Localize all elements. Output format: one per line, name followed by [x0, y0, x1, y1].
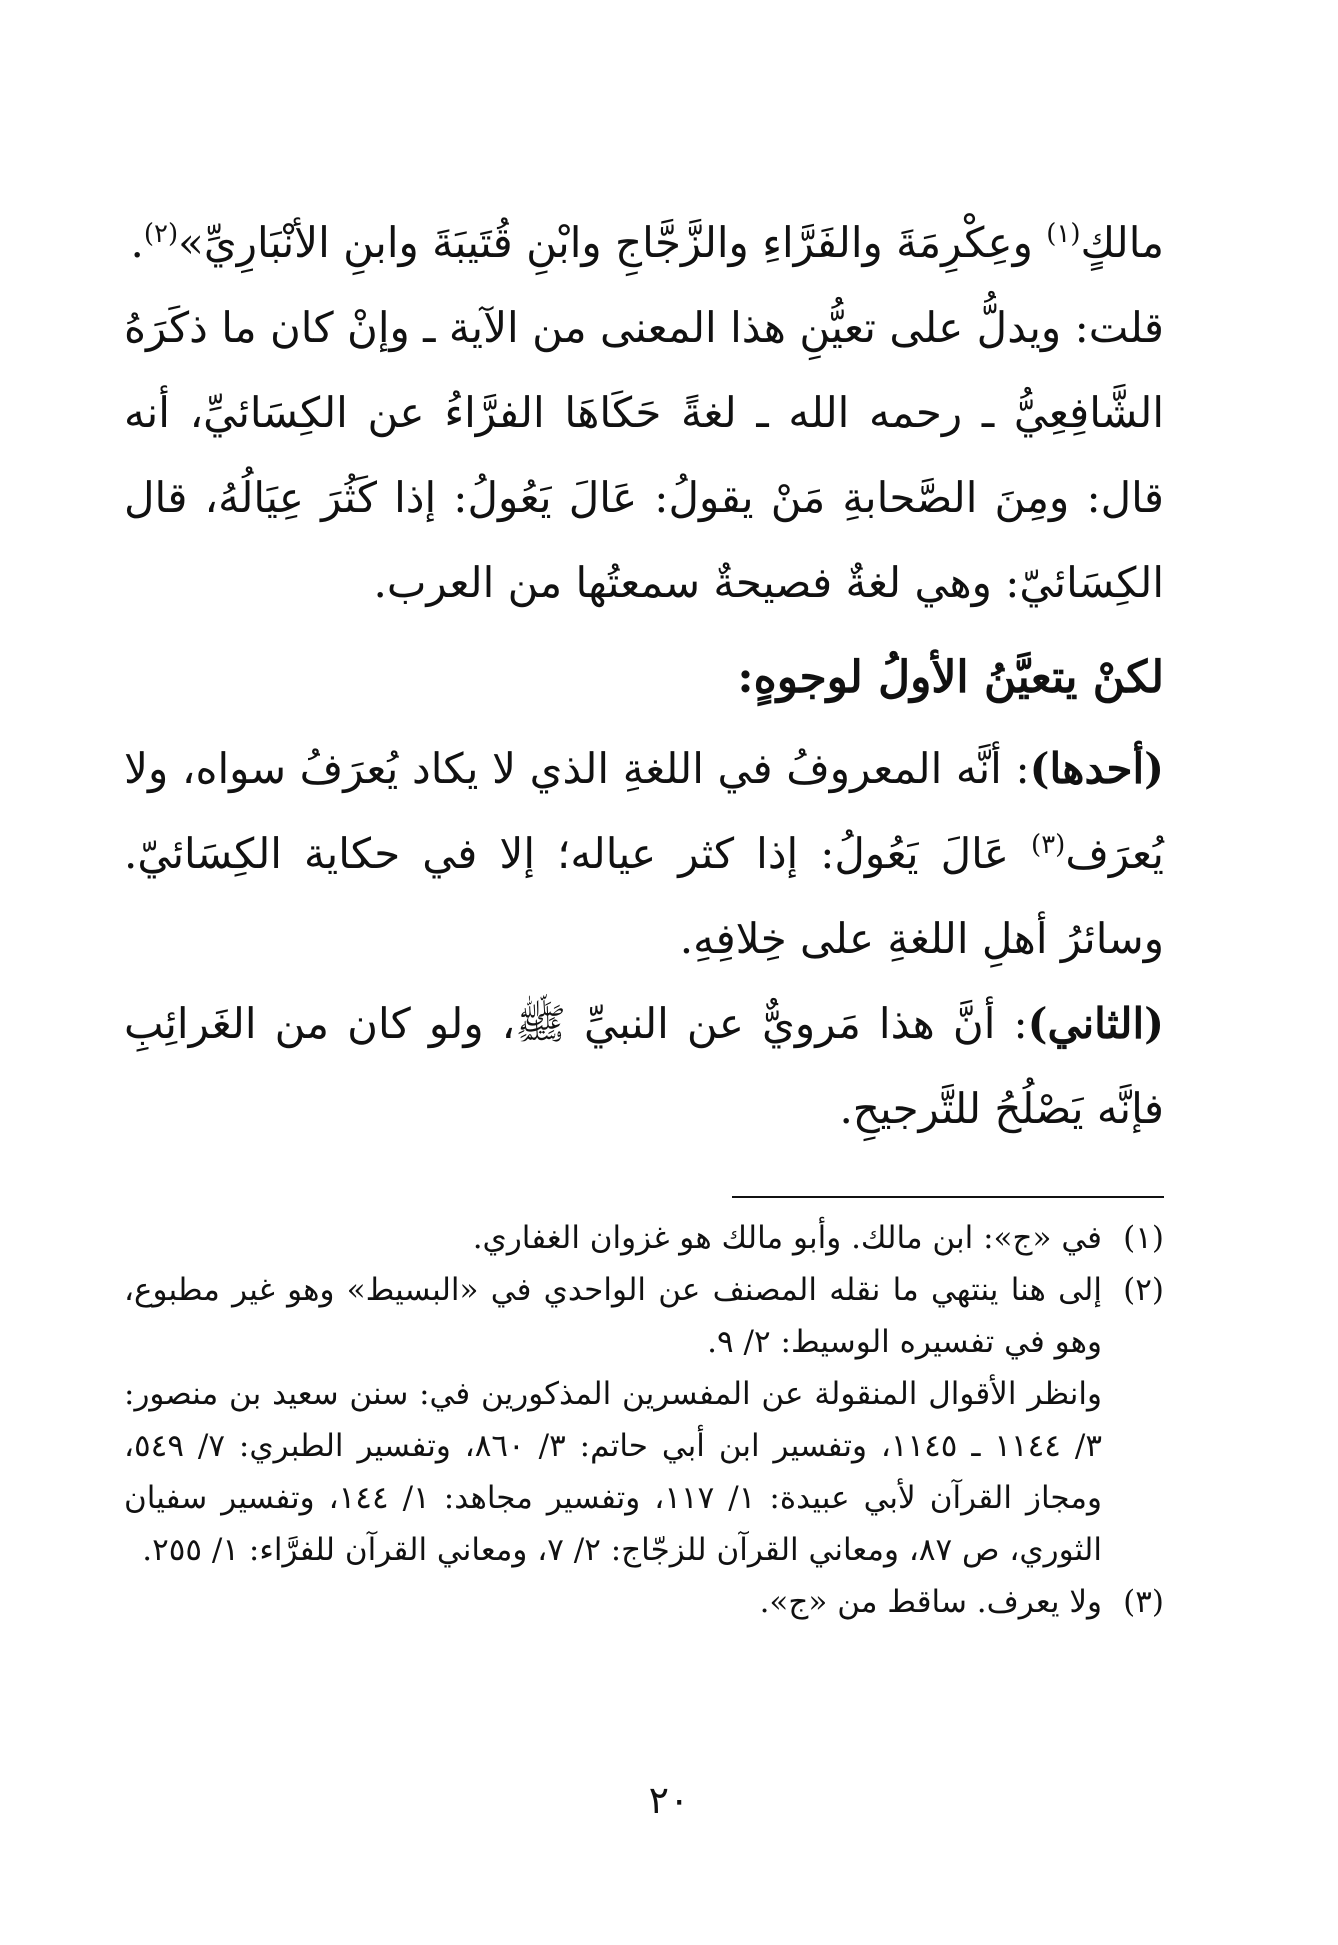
p3-text-b: عَالَ يَعُولُ: إذا كثر عياله؛ إلا في حكاية الكِسَائيّ. وسائرُ أهلِ اللغةِ على خِلافِهِ. — [124, 829, 1164, 963]
p3-text-a: : أنَّه المعروفُ في اللغةِ الذي لا يكاد يُعرَفُ سواه، ولا يُعرَف — [124, 744, 1164, 878]
p1-start: مالكٍ — [1080, 218, 1164, 267]
footnote-divider — [732, 1196, 1164, 1198]
footnote-2-text: إلى هنا ينتهي ما نقله المصنف عن الواحدي في «البسيط» وهو غير مطبوع، وهو في تفسيره الوسيط: ٢/ ٩. — [124, 1272, 1102, 1360]
paragraph-3 — [124, 726, 1164, 981]
footnote-2 — [124, 1264, 1164, 1368]
footnote-2-continuation: وانظر الأقوال المنقولة عن المفسرين المذكورين في: سنن سعيد بن منصور: ٣/ ١١٤٤ ـ ١١٤٥، وتفسير ابن أبي حاتم: ٣/ ٨٦٠، وتفسير الطبري: ٧/ ٥٤٩، ومجاز القرآن لأبي عبيدة: ١/ ١١٧، وتفسير مجاهد: ١/ ١٤٤، وتفسير سفيان الثوري، ص ٨٧، ومعاني القرآن للزجّاج: ٢/ ٧، ومعاني القرآن للفرَّاء: ١/ ٢٥٥. — [124, 1376, 1102, 1568]
paragraph-4 — [124, 981, 1164, 1151]
page-number: ٢٠ — [648, 1778, 690, 1822]
footnote-1-text: في «ج»: ابن مالك. وأبو مالك هو غزوان الغفاري. — [472, 1220, 1102, 1256]
footnote-1 — [124, 1212, 1164, 1264]
footnote-1-number: (١) — [1123, 1220, 1164, 1256]
footnote-ref-3[interactable]: (٣) — [1031, 830, 1066, 860]
paragraph-2: قلت: ويدلُّ على تعيُّنِ هذا المعنى من الآية ـ وإنْ كان ما ذكَرَهُ الشَّافِعِيُّ ـ رحمه الله ـ لغةً حَكَاهَا الفرَّاءُ عن الكِسَائيِّ، أنه قال: ومِنَ الصَّحابةِ مَنْ يقولُ: عَالَ يَعُولُ: إذا كَثُرَ عِيَالُهُ، قال الكِسَائيّ: وهي لغةٌ فصيحةٌ سمعتُها من العرب. — [124, 303, 1164, 607]
footnote-2-number: (٢) — [1123, 1272, 1164, 1308]
p3-lead: (أحدها) — [1029, 744, 1164, 793]
p1-end: . — [130, 218, 144, 267]
p4-text: : أنَّ هذا مَرويٌّ عن النبيِّ ﷺ، ولو كان من الغَرائِبِ فإنَّه يَصْلُحُ للتَّرجيحِ. — [124, 999, 1164, 1133]
footnote-ref-2[interactable]: (٢) — [143, 219, 179, 249]
footnote-3-text: ولا يعرف. ساقط من «ج». — [759, 1584, 1102, 1620]
footnote-3 — [124, 1576, 1164, 1628]
footnotes — [124, 1212, 1164, 1628]
p4-lead: (الثاني) — [1027, 999, 1164, 1048]
footnote-ref-1[interactable]: (١) — [1046, 219, 1081, 249]
paragraph-1 — [124, 200, 1164, 285]
p1-middle: وعِكْرِمَةَ والفَرَّاءِ والزَّجَّاجِ وابْنِ قُتَيبَةَ وابنِ الأنْبَارِيِّ» — [178, 218, 1047, 267]
section-heading: لكنْ يتعيَّنُ الأولُ لوجوهٍ: — [737, 652, 1164, 703]
footnote-3-number: (٣) — [1123, 1584, 1164, 1620]
main-text — [124, 200, 1164, 1151]
